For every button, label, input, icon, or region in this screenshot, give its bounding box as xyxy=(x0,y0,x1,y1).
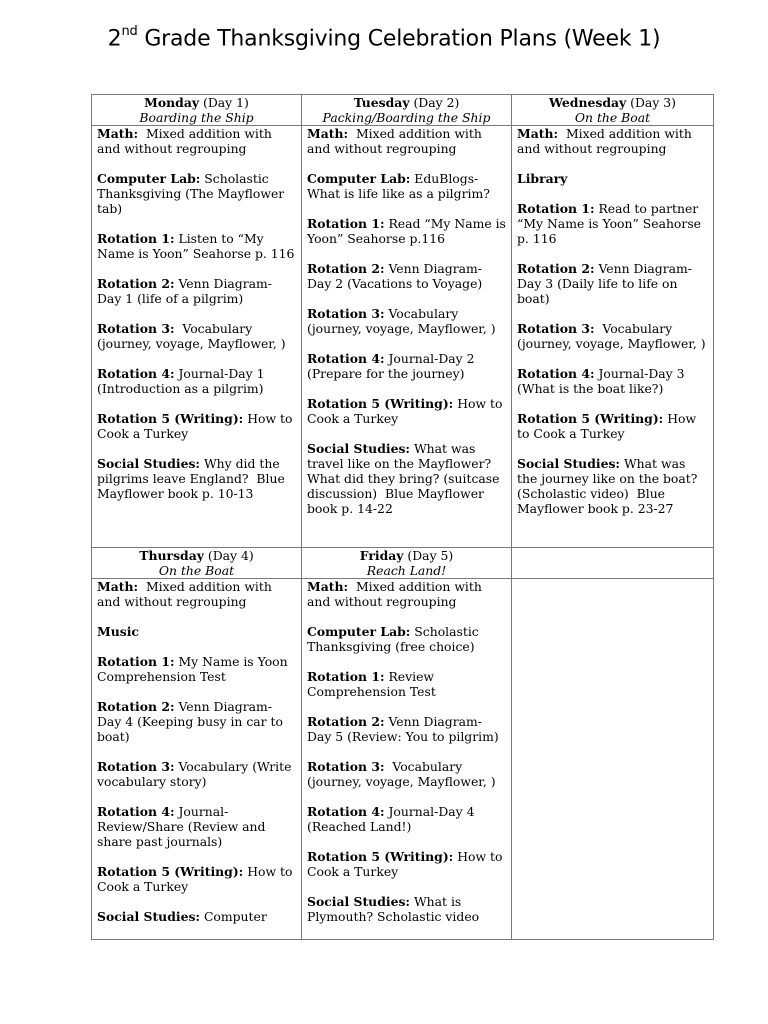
activity-label: Rotation 4: xyxy=(97,804,175,819)
day-number: (Day 3) xyxy=(626,95,676,110)
activity-label: Rotation 4: xyxy=(517,366,595,381)
activity-item xyxy=(307,396,506,426)
activity-label: Math: xyxy=(517,126,559,141)
activity-item xyxy=(307,306,506,336)
activity-label: Rotation 1: xyxy=(307,669,385,684)
activity-text: Mixed addition with and without regrouping xyxy=(307,126,486,156)
activity-item xyxy=(97,231,296,261)
activity-text: Journal-Review/Share (Review and share past journals) xyxy=(97,804,270,849)
activity-item xyxy=(307,894,506,924)
activity-label: Rotation 2: xyxy=(307,714,385,729)
activity-text: Venn Diagram-Day 2 (Vacations to Voyage) xyxy=(307,261,483,291)
activity-item xyxy=(307,261,506,291)
activity-label: Rotation 2: xyxy=(517,261,595,276)
activity-text: Vocabulary (journey, voyage, Mayflower, ) xyxy=(517,321,706,351)
day-header-monday xyxy=(92,95,302,126)
activity-item xyxy=(307,849,506,879)
activity-label: Computer Lab: xyxy=(307,171,411,186)
activity-label: Rotation 2: xyxy=(97,699,175,714)
activity-text: Mixed addition with and without regrouping xyxy=(517,126,696,156)
activity-label: Math: xyxy=(307,579,349,594)
activity-label: Rotation 1: xyxy=(517,201,595,216)
activity-text: Vocabulary (journey, voyage, Mayflower, ) xyxy=(307,306,496,336)
day-name: Tuesday xyxy=(353,95,410,110)
activity-label: Rotation 4: xyxy=(97,366,175,381)
empty-header-cell xyxy=(512,548,714,579)
day-theme: Boarding the Ship xyxy=(139,110,254,125)
day-theme: Reach Land! xyxy=(366,563,447,578)
activity-text: EduBlogs-What is life like as a pilgrim? xyxy=(307,171,490,201)
activity-item xyxy=(97,456,296,501)
activity-text: How to Cook a Turkey xyxy=(97,411,297,441)
activity-text: Venn Diagram-Day 5 (Review: You to pilgrim) xyxy=(307,714,499,744)
activity-item xyxy=(97,699,296,744)
activity-label: Library xyxy=(517,171,568,186)
activity-label: Rotation 1: xyxy=(307,216,385,231)
activity-text: Journal-Day 3 (What is the boat like?) xyxy=(517,366,689,396)
activity-item xyxy=(307,351,506,381)
activity-text: How to Cook a Turkey xyxy=(307,849,507,879)
day-name: Thursday xyxy=(139,548,204,563)
empty-plan-cell xyxy=(512,579,714,940)
activity-item xyxy=(307,624,506,654)
activity-item xyxy=(517,366,708,396)
activity-text: How to Cook a Turkey xyxy=(97,864,297,894)
activity-label: Social Studies: xyxy=(517,456,620,471)
activity-label: Rotation 3: xyxy=(307,759,385,774)
activity-label: Rotation 5 (Writing): xyxy=(97,411,244,426)
activity-label: Rotation 5 (Writing): xyxy=(307,849,454,864)
activity-item xyxy=(517,171,708,186)
activity-label: Rotation 2: xyxy=(307,261,385,276)
activity-item xyxy=(97,171,296,216)
day-theme: On the Boat xyxy=(158,563,235,578)
activity-item xyxy=(517,321,708,351)
activity-text: Venn Diagram-Day 3 (Daily life to life on boat) xyxy=(517,261,692,306)
activity-label: Rotation 3: xyxy=(517,321,595,336)
week-plan-table xyxy=(91,94,714,940)
title-text: Grade Thanksgiving Celebration Plans (Week 1) xyxy=(137,26,661,52)
activity-text: How to Cook a Turkey xyxy=(307,396,507,426)
activity-text: How to Cook a Turkey xyxy=(517,411,701,441)
day-header-thursday xyxy=(92,548,302,579)
activity-item xyxy=(97,276,296,306)
activity-label: Social Studies: xyxy=(97,909,200,924)
activity-label: Rotation 4: xyxy=(307,804,385,819)
activity-item xyxy=(307,669,506,699)
activity-item xyxy=(97,579,296,609)
activity-item xyxy=(97,624,296,639)
activity-text: Read to partner “My Name is Yoon” Seahorse p. 116 xyxy=(517,201,705,246)
activity-label: Social Studies: xyxy=(97,456,200,471)
activity-text: Vocabulary (Write vocabulary story) xyxy=(97,759,296,789)
title-grade-number: 2 xyxy=(107,26,122,52)
activity-label: Computer Lab: xyxy=(307,624,411,639)
activity-label: Rotation 1: xyxy=(97,654,175,669)
activity-label: Math: xyxy=(97,579,139,594)
day-plan-thursday xyxy=(92,579,302,940)
activity-item xyxy=(97,804,296,849)
activity-text: Review Comprehension Test xyxy=(307,669,438,699)
activity-text: What was the journey like on the boat? (Scholastic video) Blue Mayflower book p. 23-27 xyxy=(517,456,702,516)
day-number: (Day 1) xyxy=(199,95,249,110)
activity-text: Listen to “My Name is Yoon” Seahorse p. 116 xyxy=(97,231,295,261)
activity-text: Mixed addition with and without regrouping xyxy=(307,579,486,609)
day-plan-friday xyxy=(302,579,512,940)
day-plan-tuesday xyxy=(302,126,512,548)
day-name: Friday xyxy=(359,548,404,563)
activity-item xyxy=(307,441,506,516)
activity-label: Rotation 4: xyxy=(307,351,385,366)
activity-item xyxy=(307,714,506,744)
activity-label: Rotation 5 (Writing): xyxy=(517,411,664,426)
activity-item xyxy=(97,411,296,441)
activity-text: What was travel like on the Mayflower? What did they bring? (suitcase discussion) Blue Mayflower book p. 14-22 xyxy=(307,441,504,516)
activity-item xyxy=(97,759,296,789)
activity-item xyxy=(307,579,506,609)
activity-label: Social Studies: xyxy=(307,894,410,909)
activity-text: Venn Diagram-Day 4 (Keeping busy in car to boat) xyxy=(97,699,287,744)
day-theme: Packing/Boarding the Ship xyxy=(322,110,491,125)
activity-label: Rotation 2: xyxy=(97,276,175,291)
day-name: Wednesday xyxy=(549,95,627,110)
activity-text: My Name is Yoon Comprehension Test xyxy=(97,654,292,684)
activity-label: Math: xyxy=(97,126,139,141)
activity-item xyxy=(307,171,506,201)
day-number: (Day 2) xyxy=(409,95,460,110)
activity-label: Rotation 5 (Writing): xyxy=(307,396,454,411)
activity-item xyxy=(97,126,296,156)
activity-item xyxy=(307,759,506,789)
activity-item xyxy=(97,321,296,351)
day-plan-wednesday xyxy=(512,126,714,548)
activity-label: Math: xyxy=(307,126,349,141)
activity-label: Rotation 5 (Writing): xyxy=(97,864,244,879)
activity-label: Rotation 3: xyxy=(307,306,385,321)
day-name: Monday xyxy=(144,95,200,110)
activity-text: Journal-Day 2 (Prepare for the journey) xyxy=(307,351,479,381)
day-header-wednesday xyxy=(512,95,714,126)
activity-item xyxy=(517,261,708,306)
day-plan-monday xyxy=(92,126,302,548)
activity-item xyxy=(517,126,708,156)
activity-item xyxy=(307,804,506,834)
activity-label: Rotation 3: xyxy=(97,321,175,336)
activity-text: Mixed addition with and without regrouping xyxy=(97,126,276,156)
day-header-tuesday xyxy=(302,95,512,126)
activity-text: Journal-Day 4 (Reached Land!) xyxy=(307,804,479,834)
activity-text: Computer xyxy=(200,909,267,924)
activity-text: Read “My Name is Yoon” Seahorse p.116 xyxy=(307,216,510,246)
activity-text: What is Plymouth? Scholastic video xyxy=(307,894,480,924)
activity-label: Rotation 1: xyxy=(97,231,175,246)
activity-text: Why did the pilgrims leave England? Blue Mayflower book p. 10-13 xyxy=(97,456,289,501)
activity-label: Music xyxy=(97,624,139,639)
day-header-friday xyxy=(302,548,512,579)
activity-label: Rotation 3: xyxy=(97,759,175,774)
activity-item xyxy=(307,126,506,156)
page-title xyxy=(0,26,768,51)
activity-item xyxy=(97,864,296,894)
activity-text: Journal-Day 1 (Introduction as a pilgrim) xyxy=(97,366,269,396)
day-theme: On the Boat xyxy=(574,110,651,125)
activity-label: Computer Lab: xyxy=(97,171,201,186)
activity-item xyxy=(97,909,296,924)
title-grade-suffix: nd xyxy=(121,24,138,39)
activity-text: Scholastic Thanksgiving (free choice) xyxy=(307,624,483,654)
activity-text: Vocabulary (journey, voyage, Mayflower, ) xyxy=(307,759,496,789)
activity-item xyxy=(97,366,296,396)
activity-text: Mixed addition with and without regrouping xyxy=(97,579,276,609)
activity-item xyxy=(517,201,708,246)
activity-item xyxy=(517,456,708,516)
activity-item xyxy=(307,216,510,246)
day-number: (Day 5) xyxy=(403,548,454,563)
activity-label: Social Studies: xyxy=(307,441,410,456)
day-number: (Day 4) xyxy=(203,548,254,563)
activity-text: Scholastic Thanksgiving (The Mayflower tab) xyxy=(97,171,289,216)
activity-text: Venn Diagram-Day 1 (life of a pilgrim) xyxy=(97,276,272,306)
activity-item xyxy=(517,411,708,441)
activity-text: Vocabulary (journey, voyage, Mayflower, ) xyxy=(97,321,286,351)
activity-item xyxy=(97,654,296,684)
